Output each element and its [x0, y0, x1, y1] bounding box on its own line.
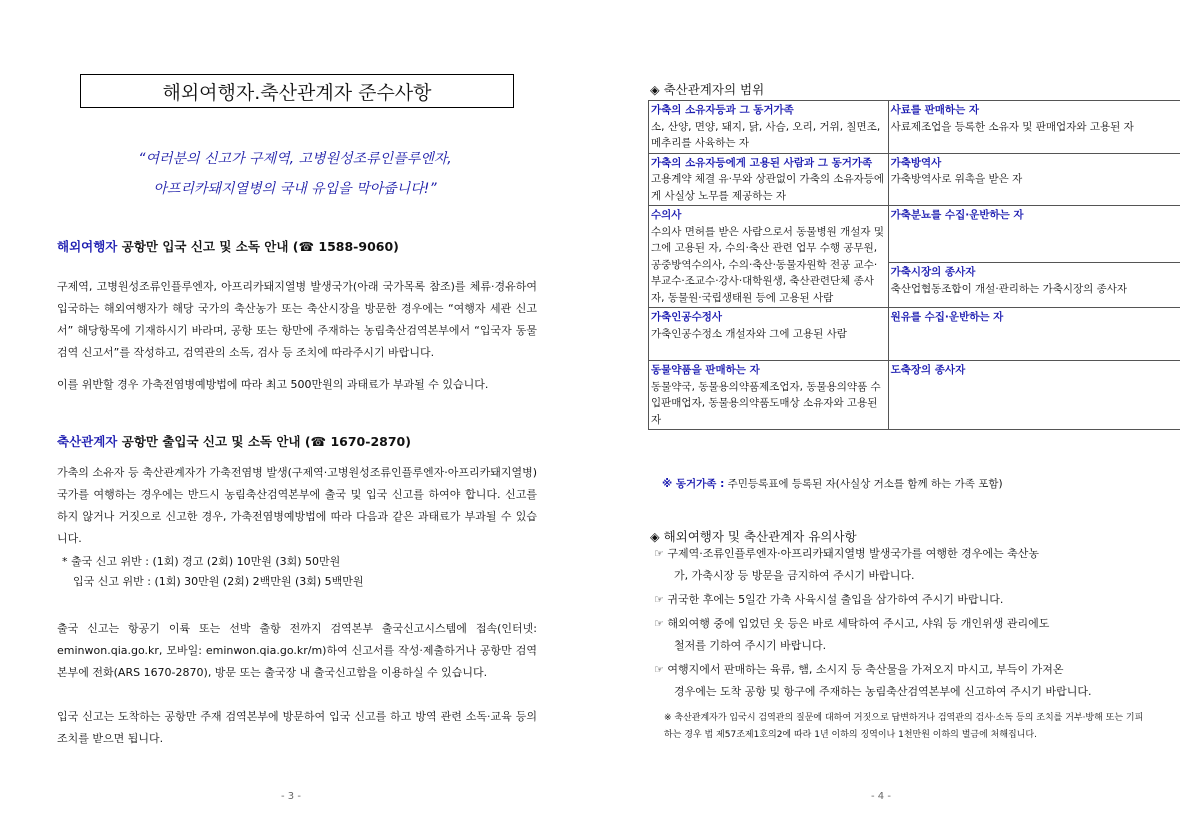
traveler-section-heading	[57, 237, 399, 255]
quote-line-2: 아프리카돼지열병의 국내 유입을 막아줍니다!”	[153, 181, 437, 197]
note-label: ※ 동거가족 :	[662, 478, 725, 490]
table-cell	[888, 101, 1180, 154]
page-number-right: - 4 -	[871, 791, 891, 802]
livestock-section-heading	[57, 432, 411, 450]
caution-line: ☞ 구제역·조류인플루엔자·아프리카돼지열병 발생국가를 여행한 경우에는 축산농	[654, 547, 1039, 560]
table-cell	[649, 361, 889, 430]
caution-line: 가, 가축시장 등 방문을 금지하여 주시기 바랍니다.	[674, 569, 915, 582]
livestock-label: 축산관계자	[57, 434, 118, 449]
traveler-label: 해외여행자	[57, 239, 118, 254]
cell-body: 수의사 면허를 받은 사람으로서 동물병원 개설자 및 그에 고용된 자, 수의·축산 관련 업무 수행 공무원, 공중방역수의사, 수의·축산·동물자원학 전공 교수·부교수·조교수·강사·대학원생, 축산관련단체 종사자, 동물원·국립생태원 등에 고용된 사람	[651, 225, 885, 304]
table-cell	[888, 153, 1180, 206]
table-cell	[649, 101, 889, 154]
cell-body: 축산업협동조합이 개설·관리하는 가축시장의 종사자	[890, 282, 1128, 295]
fine-outbound: * 출국 신고 위반 : (1회) 경고 (2회) 10만원 (3회) 50만원	[62, 555, 341, 568]
caution-line: 철저를 기하여 주시기 바랍니다.	[674, 639, 827, 652]
table-cell	[888, 263, 1180, 308]
cell-title: 도축장의 종사자	[890, 364, 966, 376]
fine-inbound: 입국 신고 위반 : (1회) 30만원 (2회) 2백만원 (3회) 5백만원	[73, 575, 364, 588]
cell-body: 동물약국, 동물용의약품제조업자, 동물용의약품 수입판매업자, 동물용의약품도매상 소유자와 고용된 자	[651, 380, 881, 426]
cell-body: 소, 산양, 면양, 돼지, 닭, 사슴, 오리, 거위, 칠면조, 메추리를 사육하는 자	[651, 120, 881, 149]
table-row	[649, 101, 1180, 154]
cell-title: 동물약품을 판매하는 자	[651, 364, 760, 376]
cell-title: 원유를 수집·운반하는 자	[890, 311, 1004, 323]
cell-title: 가축의 소유자등과 그 동거가족	[651, 104, 794, 116]
cell-title: 가축인공수정사	[651, 311, 723, 323]
cohabiting-family-note	[662, 476, 1003, 491]
cell-title: 수의사	[651, 209, 682, 221]
cell-body: 사료제조업을 등록한 소유자 및 판매업자와 고용된 자	[890, 120, 1134, 133]
cell-title: 사료를 판매하는 자	[890, 104, 980, 116]
table-row	[649, 361, 1180, 430]
table-cell	[888, 308, 1180, 361]
scope-table	[648, 100, 1180, 430]
livestock-paragraph-2: 출국 신고는 항공기 이륙 또는 선박 출항 전까지 검역본부 출국신고시스템에 접속(인터넷: eminwon.qia.go.kr, 모바일: eminwon.qia.go.kr/m)하여 신고서를 작성·제출하거나 공항만 검역본부에 전화(ARS 1670-2870), 방문 또는 출국장 내 출국신고함을 이용하실 수 있습니다.	[57, 622, 537, 679]
table-cell	[649, 206, 889, 308]
livestock-heading-text: 공항만 출입국 신고 및 소독 안내 (☎ 1670-2870)	[117, 434, 411, 449]
cell-title: 가축시장의 종사자	[890, 266, 976, 278]
caution-item	[654, 659, 1134, 703]
traveler-paragraph-1: 구제역, 고병원성조류인플루엔자, 아프리카돼지열병 발생국가(아래 국가목록 참조)를 체류·경유하여 입국하는 해외여행자가 해당 국가의 축산농가 또는 축산시장을 방문한 경우에는 “여행자 세관 신고서” 해당항목에 기재하시기 바라며, 공항 또는 항만에 주재하는 농림축산검역본부에서 “입국자 동물검역 신고서”를 작성하고, 검역관의 소독, 검사 등 조치에 따라주시기 바랍니다.	[57, 280, 537, 359]
table-row	[649, 308, 1180, 361]
caution-line: 경우에는 도착 공항 및 항구에 주재하는 농림축산검역본부에 신고하여 주시기 바랍니다.	[674, 685, 1092, 698]
cell-body: 고용계약 체결 유·무와 상관없이 가축의 소유자등에게 사실상 노무를 제공하는 자	[651, 173, 885, 202]
caution-line: ☞ 해외여행 중에 입었던 옷 등은 바로 세탁하여 주시고, 샤워 등 개인위생 관리에도	[654, 617, 1050, 630]
table-cell	[649, 308, 889, 361]
table-row	[649, 206, 1180, 263]
scope-heading: ◈ 축산관계자의 범위	[650, 82, 765, 97]
caution-item	[654, 543, 1134, 587]
caution-heading: ◈ 해외여행자 및 축산관계자 유의사항	[650, 529, 857, 544]
livestock-paragraph-1: 가축의 소유자 등 축산관계자가 가축전염병 발생(구제역·고병원성조류인플루엔자·아프리카돼지열병) 국가를 여행하는 경우에는 반드시 농림축산검역본부에 출국 및 입국 신고를 하여야 합니다. 신고를 하지 않거나 거짓으로 신고한 경우, 가축전염병예방법에 따라 다음과 같은 과태료가 부과될 수 있습니다.	[57, 466, 537, 545]
quote-line-1: “여러분의 신고가 구제역, 고병원성조류인플루엔자,	[138, 151, 452, 167]
caution-item	[654, 613, 1134, 657]
page-title: 해외여행자.축산관계자 준수사항	[80, 74, 514, 108]
caution-item	[654, 589, 1134, 611]
table-cell	[888, 206, 1180, 263]
cell-body: 가축인공수정소 개설자와 그에 고용된 사람	[651, 327, 847, 340]
livestock-paragraph-3: 입국 신고는 도착하는 공항만 주재 검역본부에 방문하여 입국 신고를 하고 방역 관련 소독·교육 등의 조치를 받으면 됩니다.	[57, 710, 537, 745]
page-number-left: - 3 -	[281, 791, 301, 802]
cell-title: 가축의 소유자등에게 고용된 사람과 그 동거가족	[651, 156, 873, 169]
note-text: 주민등록표에 등록된 자(사실상 거소를 함께 하는 가족 포함)	[724, 478, 1003, 490]
cell-title: 가축방역사	[890, 156, 942, 169]
table-row	[649, 153, 1180, 206]
traveler-paragraph-2: 이를 위반할 경우 가축전염병예방법에 따라 최고 500만원의 과태료가 부과될 수 있습니다.	[57, 378, 489, 391]
legal-penalty-note: ※ 축산관계자가 입국시 검역관의 질문에 대하여 거짓으로 답변하거나 검역관의 검사·소독 등의 조치를 거부·방해 또는 기피하는 경우 법 제57조제1호의2에 따라 1년 이하의 징역이나 1천만원 이하의 벌금에 처해집니다.	[664, 713, 1144, 740]
traveler-heading-text: 공항만 입국 신고 및 소독 안내 (☎ 1588-9060)	[117, 239, 399, 254]
table-cell	[888, 361, 1180, 430]
caution-line: ☞ 귀국한 후에는 5일간 가축 사육시설 출입을 삼가하여 주시기 바랍니다.	[654, 593, 1004, 606]
right-page	[590, 0, 1180, 834]
cell-title: 가축분뇨를 수집·운반하는 자	[890, 209, 1024, 221]
cell-body: 가축방역사로 위촉을 받은 자	[890, 173, 1023, 185]
table-cell	[649, 153, 889, 206]
caution-line: ☞ 여행지에서 판매하는 육류, 햄, 소시지 등 축산물을 가져오지 마시고, 부득이 가져온	[654, 663, 1064, 676]
